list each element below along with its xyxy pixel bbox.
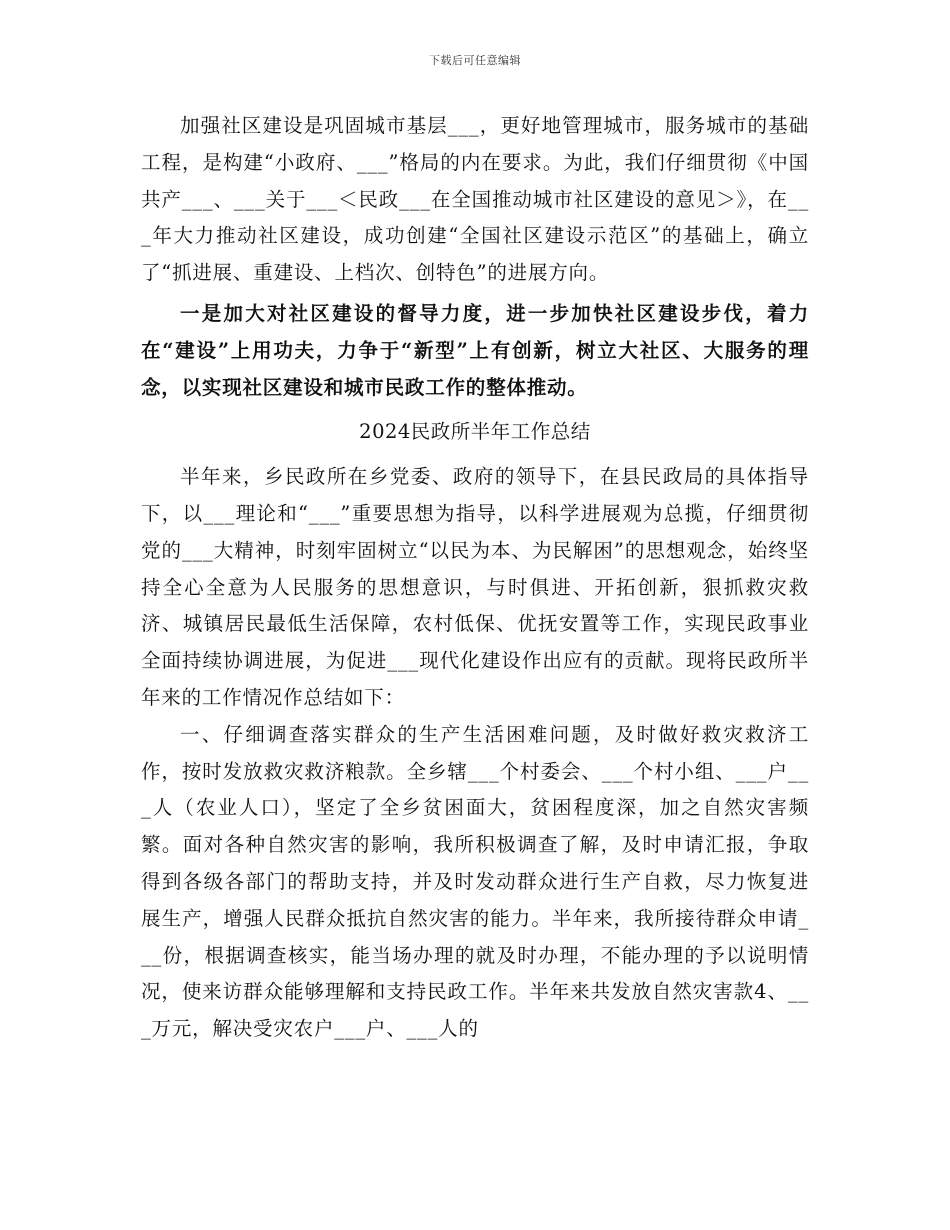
- document-title: 2024民政所半年工作总结: [359, 420, 591, 444]
- intro-paragraph: 加强社区建设是巩固城市基层___，更好地管理城市，服务城市的基础工程，是构建“小政府、___”格局的内在要求。为此，我们仔细贯彻《中国共产___、___关于___＜民政___在全国推动城市社区建设的意见＞》，在___年大力推动社区建设，成功创建“全国社区建设示范区”的基础上，确立了“抓进展、重建设、上档次、创特色”的进展方向。: [141, 114, 809, 285]
- bold-key-point-paragraph: 一是加大对社区建设的督导力度，进一步加快社区建设步伐，着力在“建设”上用功夫，力争于“新型”上有创新，树立大社区、大服务的理念，以实现社区建设和城市民政工作的整体推动。: [141, 301, 809, 399]
- summary-intro-paragraph: 半年来，乡民政所在乡党委、政府的领导下，在县民政局的具体指导下，以___理论和“___”重要思想为指导，以科学进展观为总揽，仔细贯彻党的___大精神，时刻牢固树立“以民为本、为民解困”的思想观念，始终坚持全心全意为人民服务的思想意识，与时俱进、开拓创新，狠抓救灾救济、城镇居民最低生活保障，农村低保、优抚安置等工作，实现民政事业全面持续协调进展，为促进___现代化建设作出应有的贡献。现将民政所半年来的工作情况作总结如下：: [141, 465, 809, 709]
- section-one-paragraph: 一、仔细调查落实群众的生产生活困难问题，及时做好救灾救济工作，按时发放救灾救济粮款。全乡辖___个村委会、___个村小组、___户___人（农业人口），坚定了全乡贫困面大，贫困程度深，加之自然灾害频繁。面对各种自然灾害的影响，我所积极调查了解，及时申请汇报，争取得到各级各部门的帮助支持，并及时发动群众进行生产自救，尽力恢复进展生产，增强人民群众抵抗自然灾害的能力。半年来，我所接待群众申请___份，根据调查核实，能当场办理的就及时办理，不能办理的予以说明情况，使来访群众能够理解和支持民政工作。半年来共发放自然灾害款4、___万元，解决受灾农户___户、___人的: [141, 722, 809, 1041]
- document-body: [141, 108, 809, 1048]
- page-header-note: 下载后可任意编辑: [429, 54, 521, 67]
